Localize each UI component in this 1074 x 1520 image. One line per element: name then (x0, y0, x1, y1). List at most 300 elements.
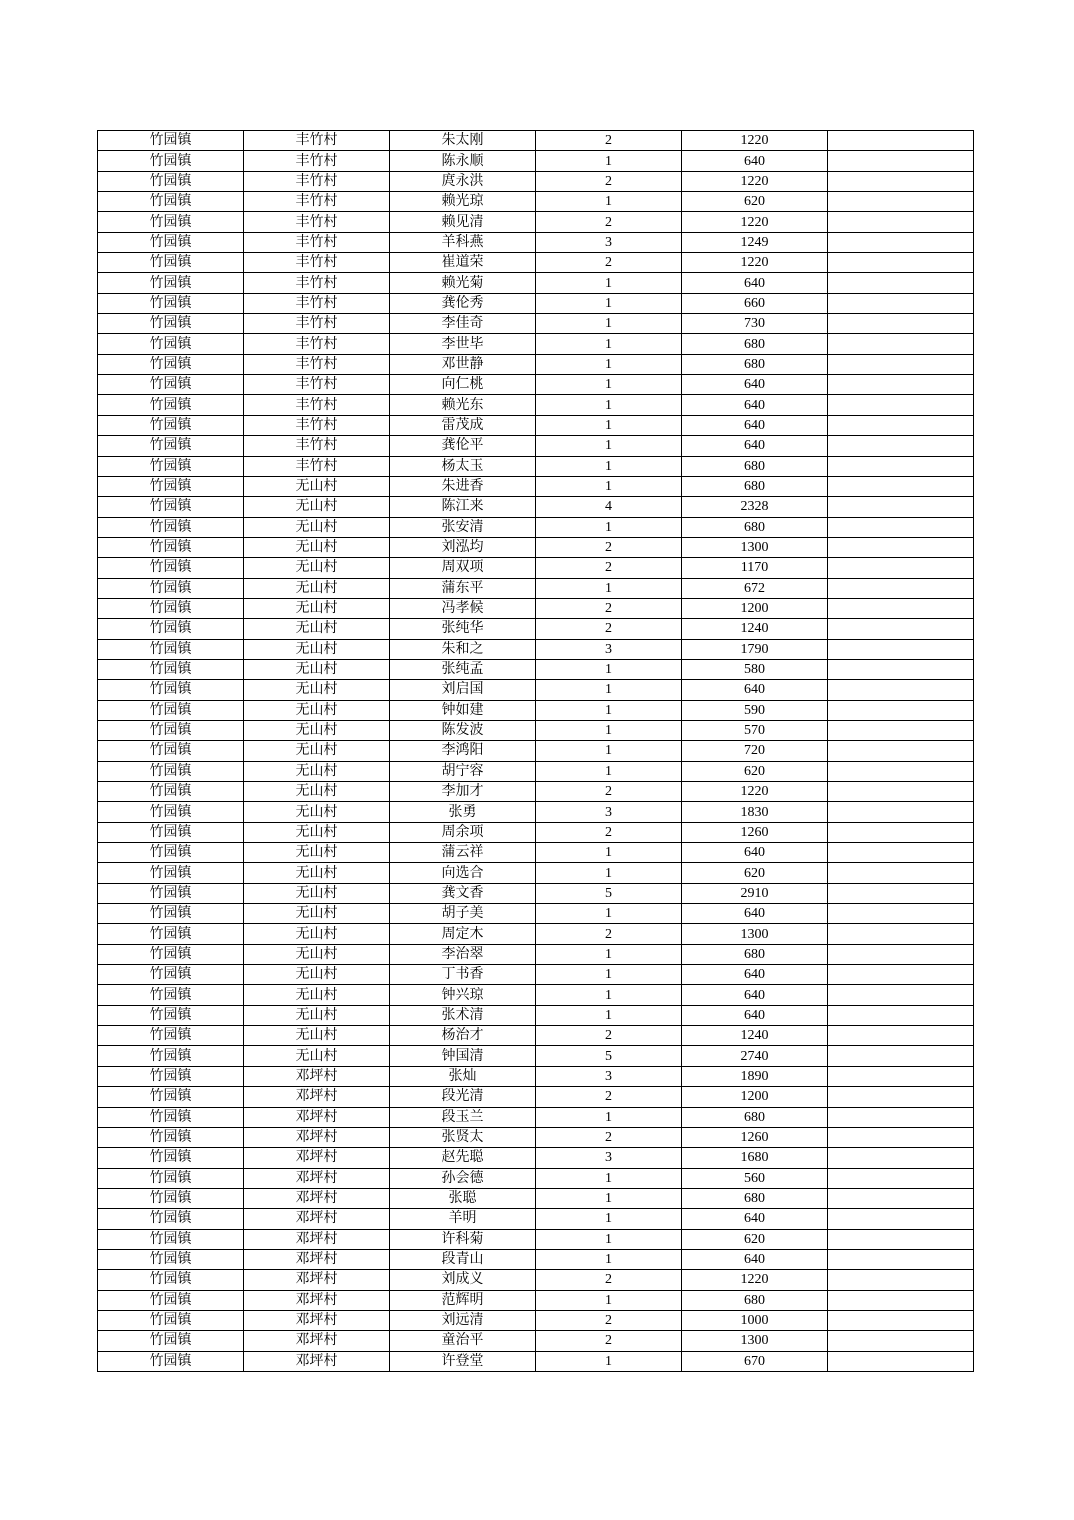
village-cell: 丰竹村 (244, 293, 390, 313)
amount-cell: 680 (682, 476, 828, 496)
amount-cell: 1220 (682, 1270, 828, 1290)
name-cell: 蒲云祥 (390, 843, 536, 863)
amount-cell: 640 (682, 1005, 828, 1025)
name-cell: 段玉兰 (390, 1107, 536, 1127)
town-cell: 竹园镇 (98, 1107, 244, 1127)
town-cell: 竹园镇 (98, 354, 244, 374)
household-size-cell: 1 (536, 314, 682, 334)
table-row (98, 863, 974, 883)
household-size-cell: 2 (536, 1310, 682, 1330)
town-cell: 竹园镇 (98, 415, 244, 435)
town-cell: 竹园镇 (98, 843, 244, 863)
name-cell: 赖见清 (390, 212, 536, 232)
remarks-cell (828, 192, 974, 212)
amount-cell: 1249 (682, 232, 828, 252)
remarks-cell (828, 171, 974, 191)
town-cell: 竹园镇 (98, 537, 244, 557)
amount-cell: 1300 (682, 924, 828, 944)
village-cell: 邓坪村 (244, 1066, 390, 1086)
name-cell: 张勇 (390, 802, 536, 822)
name-cell: 龚伦秀 (390, 293, 536, 313)
village-cell: 无山村 (244, 537, 390, 557)
village-cell: 无山村 (244, 517, 390, 537)
household-size-cell: 3 (536, 1148, 682, 1168)
village-cell: 邓坪村 (244, 1127, 390, 1147)
household-size-cell: 2 (536, 1087, 682, 1107)
remarks-cell (828, 761, 974, 781)
amount-cell: 680 (682, 944, 828, 964)
town-cell: 竹园镇 (98, 659, 244, 679)
household-size-cell: 2 (536, 598, 682, 618)
table-row (98, 171, 974, 191)
remarks-cell (828, 476, 974, 496)
amount-cell: 590 (682, 700, 828, 720)
remarks-cell (828, 334, 974, 354)
table-row (98, 761, 974, 781)
household-size-cell: 2 (536, 1331, 682, 1351)
name-cell: 张安清 (390, 517, 536, 537)
town-cell: 竹园镇 (98, 1290, 244, 1310)
remarks-cell (828, 985, 974, 1005)
remarks-cell (828, 924, 974, 944)
name-cell: 李加才 (390, 782, 536, 802)
village-cell: 丰竹村 (244, 171, 390, 191)
household-size-cell: 3 (536, 1066, 682, 1086)
name-cell: 杨治才 (390, 1026, 536, 1046)
table-row (98, 720, 974, 740)
table-row (98, 700, 974, 720)
name-cell: 张聪 (390, 1188, 536, 1208)
remarks-cell (828, 131, 974, 151)
remarks-cell (828, 1127, 974, 1147)
amount-cell: 680 (682, 334, 828, 354)
table-row (98, 212, 974, 232)
table-row (98, 1087, 974, 1107)
household-size-cell: 1 (536, 334, 682, 354)
name-cell: 陈发波 (390, 720, 536, 740)
remarks-cell (828, 415, 974, 435)
remarks-cell (828, 456, 974, 476)
table-row (98, 843, 974, 863)
remarks-cell (828, 700, 974, 720)
name-cell: 钟兴琼 (390, 985, 536, 1005)
household-size-cell: 2 (536, 1270, 682, 1290)
remarks-cell (828, 354, 974, 374)
table-row (98, 395, 974, 415)
household-size-cell: 3 (536, 802, 682, 822)
name-cell: 钟国清 (390, 1046, 536, 1066)
table-row (98, 924, 974, 944)
amount-cell: 672 (682, 578, 828, 598)
town-cell: 竹园镇 (98, 1168, 244, 1188)
table-row (98, 293, 974, 313)
remarks-cell (828, 1351, 974, 1371)
name-cell: 钟如建 (390, 700, 536, 720)
table-row (98, 782, 974, 802)
table-row (98, 965, 974, 985)
name-cell: 向选合 (390, 863, 536, 883)
household-size-cell: 1 (536, 395, 682, 415)
town-cell: 竹园镇 (98, 802, 244, 822)
amount-cell: 640 (682, 985, 828, 1005)
amount-cell: 570 (682, 720, 828, 740)
name-cell: 张术清 (390, 1005, 536, 1025)
table-row (98, 1026, 974, 1046)
village-cell: 无山村 (244, 802, 390, 822)
amount-cell: 640 (682, 1209, 828, 1229)
town-cell: 竹园镇 (98, 1270, 244, 1290)
name-cell: 刘启国 (390, 680, 536, 700)
table-row (98, 375, 974, 395)
name-cell: 刘成义 (390, 1270, 536, 1290)
amount-cell: 730 (682, 314, 828, 334)
remarks-cell (828, 802, 974, 822)
household-size-cell: 1 (536, 1107, 682, 1127)
name-cell: 朱太刚 (390, 131, 536, 151)
amount-cell: 680 (682, 456, 828, 476)
household-size-cell: 1 (536, 354, 682, 374)
village-cell: 无山村 (244, 822, 390, 842)
remarks-cell (828, 619, 974, 639)
amount-cell: 2328 (682, 497, 828, 517)
remarks-cell (828, 1107, 974, 1127)
village-cell: 无山村 (244, 659, 390, 679)
name-cell: 蒲东平 (390, 578, 536, 598)
town-cell: 竹园镇 (98, 1127, 244, 1147)
household-size-cell: 1 (536, 720, 682, 740)
town-cell: 竹园镇 (98, 1005, 244, 1025)
village-cell: 无山村 (244, 904, 390, 924)
remarks-cell (828, 1148, 974, 1168)
town-cell: 竹园镇 (98, 395, 244, 415)
table-row (98, 1310, 974, 1330)
town-cell: 竹园镇 (98, 314, 244, 334)
table-row (98, 822, 974, 842)
household-size-cell: 2 (536, 558, 682, 578)
table-row (98, 598, 974, 618)
remarks-cell (828, 558, 974, 578)
village-cell: 无山村 (244, 741, 390, 761)
name-cell: 庹永洪 (390, 171, 536, 191)
village-cell: 无山村 (244, 985, 390, 1005)
table-row (98, 619, 974, 639)
town-cell: 竹园镇 (98, 1026, 244, 1046)
amount-cell: 620 (682, 1229, 828, 1249)
name-cell: 许登堂 (390, 1351, 536, 1371)
village-cell: 无山村 (244, 680, 390, 700)
table-row (98, 1209, 974, 1229)
name-cell: 孙会德 (390, 1168, 536, 1188)
town-cell: 竹园镇 (98, 883, 244, 903)
town-cell: 竹园镇 (98, 761, 244, 781)
village-cell: 无山村 (244, 639, 390, 659)
remarks-cell (828, 1087, 974, 1107)
village-cell: 丰竹村 (244, 354, 390, 374)
table-row (98, 1107, 974, 1127)
table-row (98, 639, 974, 659)
remarks-cell (828, 883, 974, 903)
household-size-cell: 1 (536, 1209, 682, 1229)
amount-cell: 1300 (682, 537, 828, 557)
name-cell: 胡宁容 (390, 761, 536, 781)
town-cell: 竹园镇 (98, 944, 244, 964)
household-size-cell: 2 (536, 212, 682, 232)
amount-cell: 1300 (682, 1331, 828, 1351)
household-size-cell: 1 (536, 293, 682, 313)
name-cell: 李佳奇 (390, 314, 536, 334)
table-row (98, 273, 974, 293)
amount-cell: 640 (682, 151, 828, 171)
household-size-cell: 4 (536, 497, 682, 517)
remarks-cell (828, 1310, 974, 1330)
household-size-cell: 1 (536, 944, 682, 964)
town-cell: 竹园镇 (98, 253, 244, 273)
remarks-cell (828, 659, 974, 679)
village-cell: 邓坪村 (244, 1107, 390, 1127)
remarks-cell (828, 598, 974, 618)
household-size-cell: 1 (536, 1005, 682, 1025)
remarks-cell (828, 1026, 974, 1046)
village-cell: 无山村 (244, 476, 390, 496)
remarks-cell (828, 436, 974, 456)
village-cell: 无山村 (244, 1026, 390, 1046)
name-cell: 李治翠 (390, 944, 536, 964)
village-cell: 无山村 (244, 965, 390, 985)
household-size-cell: 1 (536, 985, 682, 1005)
name-cell: 许科菊 (390, 1229, 536, 1249)
name-cell: 赖光菊 (390, 273, 536, 293)
household-size-cell: 3 (536, 232, 682, 252)
table-row (98, 131, 974, 151)
town-cell: 竹园镇 (98, 131, 244, 151)
name-cell: 陈永顺 (390, 151, 536, 171)
village-cell: 邓坪村 (244, 1351, 390, 1371)
amount-cell: 680 (682, 1290, 828, 1310)
name-cell: 邓世静 (390, 354, 536, 374)
name-cell: 李世毕 (390, 334, 536, 354)
amount-cell: 680 (682, 517, 828, 537)
amount-cell: 1260 (682, 822, 828, 842)
village-cell: 丰竹村 (244, 253, 390, 273)
name-cell: 赖光琼 (390, 192, 536, 212)
village-cell: 丰竹村 (244, 192, 390, 212)
remarks-cell (828, 822, 974, 842)
table-row (98, 1066, 974, 1086)
remarks-cell (828, 314, 974, 334)
village-cell: 邓坪村 (244, 1168, 390, 1188)
town-cell: 竹园镇 (98, 578, 244, 598)
household-size-cell: 1 (536, 843, 682, 863)
town-cell: 竹园镇 (98, 680, 244, 700)
name-cell: 朱和之 (390, 639, 536, 659)
remarks-cell (828, 375, 974, 395)
household-size-cell: 1 (536, 965, 682, 985)
household-size-cell: 3 (536, 639, 682, 659)
amount-cell: 1200 (682, 598, 828, 618)
name-cell: 向仁桃 (390, 375, 536, 395)
amount-cell: 1240 (682, 619, 828, 639)
table-row (98, 415, 974, 435)
household-size-cell: 2 (536, 619, 682, 639)
name-cell: 胡子美 (390, 904, 536, 924)
remarks-cell (828, 497, 974, 517)
roster-table-body (98, 131, 974, 1372)
amount-cell: 1260 (682, 1127, 828, 1147)
table-row (98, 1148, 974, 1168)
name-cell: 张纯华 (390, 619, 536, 639)
town-cell: 竹园镇 (98, 375, 244, 395)
household-size-cell: 2 (536, 782, 682, 802)
village-cell: 邓坪村 (244, 1188, 390, 1208)
household-size-cell: 1 (536, 578, 682, 598)
amount-cell: 620 (682, 192, 828, 212)
roster-table (97, 130, 974, 1372)
amount-cell: 680 (682, 354, 828, 374)
table-row (98, 537, 974, 557)
name-cell: 周双项 (390, 558, 536, 578)
amount-cell: 680 (682, 1188, 828, 1208)
town-cell: 竹园镇 (98, 192, 244, 212)
town-cell: 竹园镇 (98, 741, 244, 761)
remarks-cell (828, 863, 974, 883)
table-row (98, 517, 974, 537)
table-row (98, 1188, 974, 1208)
household-size-cell: 1 (536, 273, 682, 293)
amount-cell: 640 (682, 415, 828, 435)
village-cell: 邓坪村 (244, 1310, 390, 1330)
town-cell: 竹园镇 (98, 985, 244, 1005)
amount-cell: 2910 (682, 883, 828, 903)
town-cell: 竹园镇 (98, 151, 244, 171)
remarks-cell (828, 293, 974, 313)
village-cell: 邓坪村 (244, 1331, 390, 1351)
household-size-cell: 1 (536, 1168, 682, 1188)
remarks-cell (828, 537, 974, 557)
village-cell: 丰竹村 (244, 456, 390, 476)
town-cell: 竹园镇 (98, 1148, 244, 1168)
table-row (98, 192, 974, 212)
household-size-cell: 1 (536, 700, 682, 720)
name-cell: 崔道荣 (390, 253, 536, 273)
amount-cell: 640 (682, 965, 828, 985)
village-cell: 无山村 (244, 843, 390, 863)
name-cell: 张贤太 (390, 1127, 536, 1147)
table-row (98, 659, 974, 679)
town-cell: 竹园镇 (98, 720, 244, 740)
table-row (98, 985, 974, 1005)
name-cell: 丁书香 (390, 965, 536, 985)
name-cell: 羊科燕 (390, 232, 536, 252)
town-cell: 竹园镇 (98, 619, 244, 639)
town-cell: 竹园镇 (98, 1087, 244, 1107)
village-cell: 邓坪村 (244, 1148, 390, 1168)
name-cell: 刘泓均 (390, 537, 536, 557)
town-cell: 竹园镇 (98, 558, 244, 578)
remarks-cell (828, 578, 974, 598)
remarks-cell (828, 253, 974, 273)
household-size-cell: 1 (536, 151, 682, 171)
table-row (98, 334, 974, 354)
amount-cell: 1240 (682, 1026, 828, 1046)
table-row (98, 578, 974, 598)
amount-cell: 1890 (682, 1066, 828, 1086)
town-cell: 竹园镇 (98, 517, 244, 537)
village-cell: 丰竹村 (244, 273, 390, 293)
town-cell: 竹园镇 (98, 598, 244, 618)
amount-cell: 670 (682, 1351, 828, 1371)
amount-cell: 1220 (682, 253, 828, 273)
amount-cell: 640 (682, 436, 828, 456)
table-row (98, 1351, 974, 1371)
village-cell: 无山村 (244, 782, 390, 802)
name-cell: 赵先聪 (390, 1148, 536, 1168)
remarks-cell (828, 1331, 974, 1351)
village-cell: 无山村 (244, 598, 390, 618)
amount-cell: 640 (682, 1249, 828, 1269)
table-row (98, 1270, 974, 1290)
household-size-cell: 2 (536, 131, 682, 151)
remarks-cell (828, 1270, 974, 1290)
name-cell: 羊明 (390, 1209, 536, 1229)
town-cell: 竹园镇 (98, 782, 244, 802)
household-size-cell: 1 (536, 436, 682, 456)
remarks-cell (828, 1188, 974, 1208)
village-cell: 无山村 (244, 578, 390, 598)
household-size-cell: 1 (536, 1188, 682, 1208)
amount-cell: 1200 (682, 1087, 828, 1107)
village-cell: 丰竹村 (244, 212, 390, 232)
table-row (98, 1168, 974, 1188)
table-row (98, 1331, 974, 1351)
remarks-cell (828, 517, 974, 537)
name-cell: 李鸿阳 (390, 741, 536, 761)
town-cell: 竹园镇 (98, 639, 244, 659)
household-size-cell: 1 (536, 1249, 682, 1269)
town-cell: 竹园镇 (98, 232, 244, 252)
remarks-cell (828, 1229, 974, 1249)
village-cell: 无山村 (244, 924, 390, 944)
remarks-cell (828, 1168, 974, 1188)
name-cell: 龚文香 (390, 883, 536, 903)
amount-cell: 1220 (682, 131, 828, 151)
household-size-cell: 2 (536, 537, 682, 557)
village-cell: 无山村 (244, 619, 390, 639)
household-size-cell: 1 (536, 680, 682, 700)
name-cell: 范辉明 (390, 1290, 536, 1310)
town-cell: 竹园镇 (98, 1046, 244, 1066)
remarks-cell (828, 843, 974, 863)
village-cell: 邓坪村 (244, 1270, 390, 1290)
table-row (98, 354, 974, 374)
table-row (98, 904, 974, 924)
village-cell: 丰竹村 (244, 232, 390, 252)
amount-cell: 640 (682, 680, 828, 700)
town-cell: 竹园镇 (98, 863, 244, 883)
amount-cell: 2740 (682, 1046, 828, 1066)
village-cell: 丰竹村 (244, 395, 390, 415)
town-cell: 竹园镇 (98, 904, 244, 924)
village-cell: 无山村 (244, 497, 390, 517)
table-row (98, 314, 974, 334)
amount-cell: 620 (682, 863, 828, 883)
household-size-cell: 1 (536, 456, 682, 476)
table-row (98, 1046, 974, 1066)
amount-cell: 1220 (682, 212, 828, 232)
village-cell: 无山村 (244, 558, 390, 578)
remarks-cell (828, 720, 974, 740)
town-cell: 竹园镇 (98, 965, 244, 985)
amount-cell: 640 (682, 843, 828, 863)
